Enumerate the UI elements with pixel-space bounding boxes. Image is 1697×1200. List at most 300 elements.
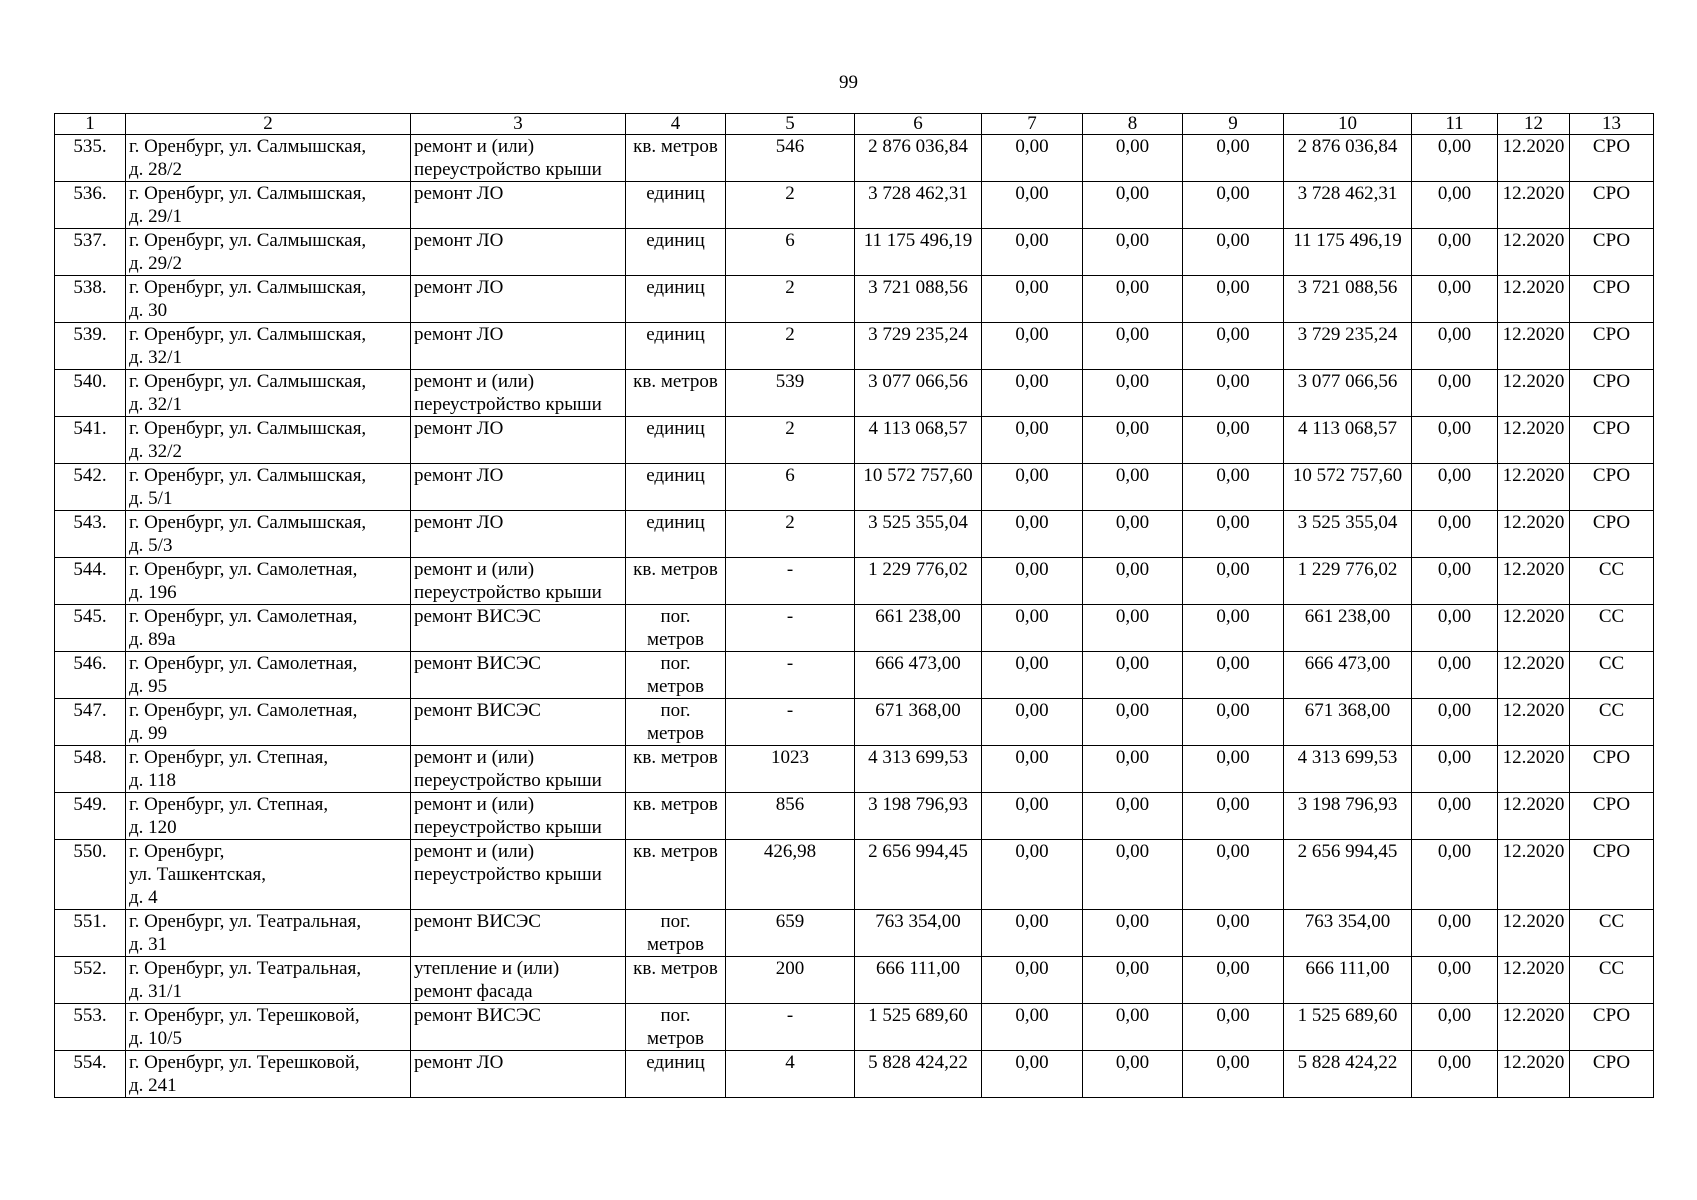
address-cell [126,558,411,605]
column-10-cell: 4 313 699,53 [1284,746,1412,793]
column-11-cell: 0,00 [1412,323,1498,370]
volume-cell: 2 [726,276,855,323]
address-cell-line: д. 118 [129,770,176,791]
row-number: 539. [55,323,126,370]
address-cell-line: г. Оренбург, ул. Салмышская, [129,136,367,157]
column-11-cell: 0,00 [1412,417,1498,464]
row-number: 547. [55,699,126,746]
total-cost-cell: 3 077 066,56 [855,370,982,417]
date-cell: 12.2020 [1498,910,1570,957]
date-cell: 12.2020 [1498,1051,1570,1098]
method-cell: СРО [1570,135,1654,182]
work-type-cell-line: ремонт и (или) [414,136,535,157]
work-type-cell [411,135,626,182]
total-cost-cell: 10 572 757,60 [855,464,982,511]
volume-cell: 200 [726,957,855,1004]
table-row [55,135,1654,182]
address-cell-line: д. 28/2 [129,159,182,180]
unit-cell-line: кв. метров [633,371,718,392]
work-type-cell [411,793,626,840]
address-cell-line: г. Оренбург, [129,841,225,862]
column-11-cell: 0,00 [1412,1051,1498,1098]
volume-cell: 426,98 [726,840,855,910]
row-number: 535. [55,135,126,182]
column-header-11: 11 [1412,114,1498,135]
unit-cell [626,910,726,957]
column-8-cell: 0,00 [1083,276,1183,323]
address-cell-line: г. Оренбург, ул. Театральная, [129,958,362,979]
column-7-cell: 0,00 [982,793,1083,840]
unit-cell-line: кв. метров [633,794,718,815]
table-row [55,910,1654,957]
column-header-4: 4 [626,114,726,135]
address-cell-line: д. 5/3 [129,535,173,556]
address-cell-line: д. 99 [129,723,168,744]
date-cell: 12.2020 [1498,511,1570,558]
row-number: 549. [55,793,126,840]
column-9-cell: 0,00 [1183,957,1284,1004]
column-8-cell: 0,00 [1083,323,1183,370]
column-7-cell: 0,00 [982,323,1083,370]
column-9-cell: 0,00 [1183,910,1284,957]
table-row [55,182,1654,229]
column-8-cell: 0,00 [1083,699,1183,746]
volume-cell: 6 [726,229,855,276]
header-row [55,114,1654,135]
method-cell: СС [1570,910,1654,957]
table-row [55,699,1654,746]
address-cell [126,182,411,229]
column-9-cell: 0,00 [1183,793,1284,840]
total-cost-cell: 1 525 689,60 [855,1004,982,1051]
work-type-cell [411,558,626,605]
unit-cell [626,370,726,417]
work-type-cell-line: переустройство крыши [414,770,602,791]
method-cell: СРО [1570,746,1654,793]
total-cost-cell: 3 525 355,04 [855,511,982,558]
volume-cell: 2 [726,417,855,464]
method-cell: СС [1570,957,1654,1004]
table-row [55,605,1654,652]
column-11-cell: 0,00 [1412,652,1498,699]
work-type-cell-line: ремонт фасада [414,981,533,1002]
column-8-cell: 0,00 [1083,558,1183,605]
volume-cell: 2 [726,182,855,229]
unit-cell [626,558,726,605]
unit-cell-line: метров [647,934,704,955]
work-type-cell [411,417,626,464]
volume-cell: - [726,605,855,652]
column-7-cell: 0,00 [982,1004,1083,1051]
column-9-cell: 0,00 [1183,1051,1284,1098]
address-cell [126,699,411,746]
method-cell: СС [1570,558,1654,605]
address-cell-line: г. Оренбург, ул. Самолетная, [129,559,358,580]
unit-cell-line: кв. метров [633,841,718,862]
column-header-6: 6 [855,114,982,135]
work-type-cell-line: ремонт ЛО [414,277,504,298]
column-header-3: 3 [411,114,626,135]
address-cell-line: г. Оренбург, ул. Салмышская, [129,418,367,439]
work-type-cell [411,652,626,699]
unit-cell [626,840,726,910]
unit-cell-line: кв. метров [633,559,718,580]
row-number: 548. [55,746,126,793]
unit-cell [626,417,726,464]
column-7-cell: 0,00 [982,957,1083,1004]
unit-cell-line: метров [647,676,704,697]
address-cell [126,464,411,511]
unit-cell [626,605,726,652]
address-cell-line: д. 10/5 [129,1028,182,1049]
address-cell-line: г. Оренбург, ул. Терешковой, [129,1052,360,1073]
unit-cell [626,793,726,840]
address-cell-line: г. Оренбург, ул. Салмышская, [129,465,367,486]
row-number: 550. [55,840,126,910]
column-9-cell: 0,00 [1183,511,1284,558]
total-cost-cell: 661 238,00 [855,605,982,652]
column-8-cell: 0,00 [1083,652,1183,699]
work-type-cell-line: утепление и (или) [414,958,560,979]
column-header-2: 2 [126,114,411,135]
work-type-cell-line: ремонт ВИСЭС [414,700,541,721]
method-cell: СРО [1570,1004,1654,1051]
method-cell: СРО [1570,793,1654,840]
work-type-cell-line: ремонт ВИСЭС [414,1005,541,1026]
method-cell: СРО [1570,323,1654,370]
table-row [55,276,1654,323]
date-cell: 12.2020 [1498,699,1570,746]
column-9-cell: 0,00 [1183,840,1284,910]
total-cost-cell: 4 313 699,53 [855,746,982,793]
unit-cell-line: пог. [660,606,691,627]
address-cell [126,746,411,793]
volume-cell: - [726,652,855,699]
address-cell [126,323,411,370]
column-10-cell: 3 077 066,56 [1284,370,1412,417]
volume-cell: - [726,1004,855,1051]
method-cell: СРО [1570,417,1654,464]
column-11-cell: 0,00 [1412,135,1498,182]
unit-cell [626,1004,726,1051]
column-header-10: 10 [1284,114,1412,135]
work-type-cell [411,699,626,746]
unit-cell-line: единиц [646,512,705,533]
date-cell: 12.2020 [1498,793,1570,840]
column-9-cell: 0,00 [1183,135,1284,182]
column-11-cell: 0,00 [1412,699,1498,746]
row-number: 554. [55,1051,126,1098]
date-cell: 12.2020 [1498,370,1570,417]
table-row [55,840,1654,910]
address-cell-line: д. 89а [129,629,176,650]
unit-cell [626,464,726,511]
column-9-cell: 0,00 [1183,1004,1284,1051]
column-header-7: 7 [982,114,1083,135]
column-10-cell: 3 729 235,24 [1284,323,1412,370]
date-cell: 12.2020 [1498,323,1570,370]
address-cell-line: г. Оренбург, ул. Салмышская, [129,183,367,204]
column-11-cell: 0,00 [1412,957,1498,1004]
unit-cell [626,135,726,182]
work-type-cell-line: ремонт и (или) [414,559,535,580]
column-7-cell: 0,00 [982,1051,1083,1098]
address-cell-line: г. Оренбург, ул. Салмышская, [129,277,367,298]
address-cell [126,135,411,182]
address-cell-line: д. 32/1 [129,394,182,415]
table-row [55,1004,1654,1051]
table-row [55,511,1654,558]
column-header-8: 8 [1083,114,1183,135]
column-7-cell: 0,00 [982,417,1083,464]
work-type-cell [411,370,626,417]
column-10-cell: 666 111,00 [1284,957,1412,1004]
column-7-cell: 0,00 [982,276,1083,323]
date-cell: 12.2020 [1498,558,1570,605]
column-7-cell: 0,00 [982,464,1083,511]
volume-cell: 659 [726,910,855,957]
column-11-cell: 0,00 [1412,276,1498,323]
column-7-cell: 0,00 [982,370,1083,417]
unit-cell [626,652,726,699]
address-cell-line: г. Оренбург, ул. Салмышская, [129,512,367,533]
unit-cell-line: единиц [646,465,705,486]
address-cell [126,840,411,910]
unit-cell-line: единиц [646,1052,705,1073]
column-11-cell: 0,00 [1412,793,1498,840]
method-cell: СРО [1570,276,1654,323]
column-8-cell: 0,00 [1083,229,1183,276]
work-type-cell-line: ремонт и (или) [414,747,535,768]
row-number: 537. [55,229,126,276]
column-header-13: 13 [1570,114,1654,135]
column-9-cell: 0,00 [1183,699,1284,746]
work-type-cell-line: ремонт ЛО [414,230,504,251]
date-cell: 12.2020 [1498,746,1570,793]
column-8-cell: 0,00 [1083,511,1183,558]
column-11-cell: 0,00 [1412,605,1498,652]
page-number: 99 [839,72,858,93]
table-row [55,229,1654,276]
address-cell [126,229,411,276]
column-9-cell: 0,00 [1183,323,1284,370]
date-cell: 12.2020 [1498,417,1570,464]
total-cost-cell: 4 113 068,57 [855,417,982,464]
address-cell-line: г. Оренбург, ул. Степная, [129,747,329,768]
total-cost-cell: 3 721 088,56 [855,276,982,323]
unit-cell [626,511,726,558]
table-row [55,746,1654,793]
column-7-cell: 0,00 [982,699,1083,746]
unit-cell-line: кв. метров [633,958,718,979]
unit-cell [626,229,726,276]
column-8-cell: 0,00 [1083,1051,1183,1098]
address-cell-line: ул. Ташкентская, [129,864,267,885]
date-cell: 12.2020 [1498,957,1570,1004]
total-cost-cell: 666 111,00 [855,957,982,1004]
method-cell: СРО [1570,511,1654,558]
address-cell-line: д. 241 [129,1075,177,1096]
address-cell-line: д. 29/1 [129,206,182,227]
address-cell [126,1004,411,1051]
column-7-cell: 0,00 [982,910,1083,957]
column-8-cell: 0,00 [1083,793,1183,840]
work-type-cell-line: ремонт ЛО [414,1052,504,1073]
unit-cell-line: единиц [646,324,705,345]
work-type-cell-line: переустройство крыши [414,394,602,415]
unit-cell-line: единиц [646,277,705,298]
column-10-cell: 11 175 496,19 [1284,229,1412,276]
address-cell-line: д. 120 [129,817,177,838]
table-row [55,417,1654,464]
table-row [55,464,1654,511]
work-type-cell-line: ремонт и (или) [414,841,535,862]
work-type-cell [411,511,626,558]
unit-cell [626,182,726,229]
work-type-cell-line: ремонт ЛО [414,324,504,345]
address-cell-line: д. 196 [129,582,177,603]
method-cell: СРО [1570,464,1654,511]
address-cell-line: д. 32/2 [129,441,182,462]
address-cell-line: г. Оренбург, ул. Салмышская, [129,371,367,392]
total-cost-cell: 3 198 796,93 [855,793,982,840]
row-number: 552. [55,957,126,1004]
unit-cell-line: единиц [646,183,705,204]
column-header-9: 9 [1183,114,1284,135]
column-11-cell: 0,00 [1412,910,1498,957]
column-7-cell: 0,00 [982,182,1083,229]
column-11-cell: 0,00 [1412,558,1498,605]
volume-cell: 546 [726,135,855,182]
unit-cell-line: пог. [660,653,691,674]
address-cell-line: д. 4 [129,887,158,908]
column-8-cell: 0,00 [1083,910,1183,957]
unit-cell-line: пог. [660,911,691,932]
unit-cell [626,1051,726,1098]
column-8-cell: 0,00 [1083,182,1183,229]
column-10-cell: 763 354,00 [1284,910,1412,957]
unit-cell-line: кв. метров [633,747,718,768]
total-cost-cell: 2 656 994,45 [855,840,982,910]
column-8-cell: 0,00 [1083,1004,1183,1051]
address-cell-line: д. 29/2 [129,253,182,274]
column-9-cell: 0,00 [1183,652,1284,699]
column-7-cell: 0,00 [982,746,1083,793]
column-11-cell: 0,00 [1412,511,1498,558]
row-number: 545. [55,605,126,652]
address-cell-line: д. 32/1 [129,347,182,368]
column-9-cell: 0,00 [1183,276,1284,323]
registry-table [54,113,1654,1098]
unit-cell-line: пог. [660,700,691,721]
row-number: 540. [55,370,126,417]
column-8-cell: 0,00 [1083,746,1183,793]
date-cell: 12.2020 [1498,276,1570,323]
unit-cell [626,957,726,1004]
address-cell-line: г. Оренбург, ул. Театральная, [129,911,362,932]
column-10-cell: 4 113 068,57 [1284,417,1412,464]
date-cell: 12.2020 [1498,1004,1570,1051]
volume-cell: 6 [726,464,855,511]
address-cell-line: г. Оренбург, ул. Самолетная, [129,700,358,721]
row-number: 553. [55,1004,126,1051]
column-10-cell: 1 229 776,02 [1284,558,1412,605]
work-type-cell [411,746,626,793]
volume-cell: 856 [726,793,855,840]
total-cost-cell: 763 354,00 [855,910,982,957]
address-cell-line: г. Оренбург, ул. Салмышская, [129,324,367,345]
column-9-cell: 0,00 [1183,182,1284,229]
date-cell: 12.2020 [1498,605,1570,652]
column-8-cell: 0,00 [1083,370,1183,417]
address-cell-line: д. 95 [129,676,168,697]
work-type-cell-line: ремонт ЛО [414,465,504,486]
column-11-cell: 0,00 [1412,370,1498,417]
column-10-cell: 666 473,00 [1284,652,1412,699]
column-7-cell: 0,00 [982,652,1083,699]
table-row [55,558,1654,605]
date-cell: 12.2020 [1498,182,1570,229]
address-cell-line: г. Оренбург, ул. Салмышская, [129,230,367,251]
work-type-cell-line: ремонт ВИСЭС [414,911,541,932]
table-row [55,652,1654,699]
unit-cell-line: метров [647,723,704,744]
total-cost-cell: 3 729 235,24 [855,323,982,370]
table-row [55,323,1654,370]
address-cell-line: д. 5/1 [129,488,173,509]
work-type-cell [411,276,626,323]
unit-cell-line: пог. [660,1005,691,1026]
row-number: 543. [55,511,126,558]
address-cell [126,370,411,417]
column-9-cell: 0,00 [1183,746,1284,793]
column-11-cell: 0,00 [1412,182,1498,229]
column-8-cell: 0,00 [1083,605,1183,652]
table-row [55,370,1654,417]
total-cost-cell: 11 175 496,19 [855,229,982,276]
address-cell-line: г. Оренбург, ул. Степная, [129,794,329,815]
volume-cell: - [726,558,855,605]
row-number: 541. [55,417,126,464]
work-type-cell [411,464,626,511]
column-7-cell: 0,00 [982,511,1083,558]
column-9-cell: 0,00 [1183,229,1284,276]
address-cell-line: д. 30 [129,300,168,321]
unit-cell-line: метров [647,1028,704,1049]
column-10-cell: 3 721 088,56 [1284,276,1412,323]
unit-cell [626,276,726,323]
total-cost-cell: 2 876 036,84 [855,135,982,182]
column-9-cell: 0,00 [1183,464,1284,511]
work-type-cell [411,840,626,910]
work-type-cell-line: ремонт ВИСЭС [414,653,541,674]
date-cell: 12.2020 [1498,135,1570,182]
method-cell: СРО [1570,1051,1654,1098]
column-8-cell: 0,00 [1083,135,1183,182]
row-number: 542. [55,464,126,511]
work-type-cell-line: ремонт ВИСЭС [414,606,541,627]
total-cost-cell: 666 473,00 [855,652,982,699]
column-7-cell: 0,00 [982,558,1083,605]
total-cost-cell: 3 728 462,31 [855,182,982,229]
volume-cell: 539 [726,370,855,417]
column-7-cell: 0,00 [982,840,1083,910]
address-cell [126,1051,411,1098]
column-7-cell: 0,00 [982,229,1083,276]
unit-cell [626,699,726,746]
work-type-cell-line: ремонт ЛО [414,183,504,204]
column-10-cell: 1 525 689,60 [1284,1004,1412,1051]
